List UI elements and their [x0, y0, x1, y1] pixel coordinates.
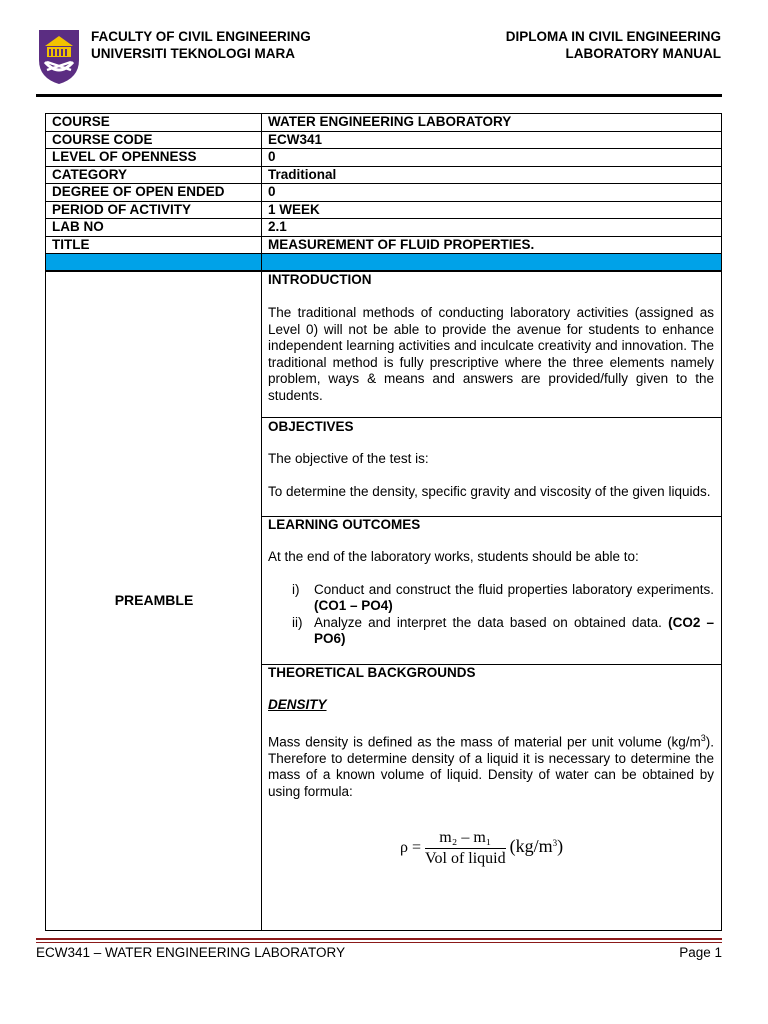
objectives-heading: OBJECTIVES — [268, 419, 354, 434]
theory-heading: THEORETICAL BACKGROUNDS — [268, 665, 476, 680]
row-value: 1 WEEK — [262, 201, 722, 219]
table-row — [46, 166, 722, 184]
header-left — [91, 28, 311, 62]
row-key: TITLE — [46, 236, 262, 254]
header-rule — [36, 94, 722, 97]
table-row — [46, 184, 722, 202]
table-row — [46, 236, 722, 254]
row-key: COURSE — [46, 114, 262, 132]
learning-outcomes-section — [262, 517, 721, 665]
learning-outcomes-heading: LEARNING OUTCOMES — [268, 517, 421, 532]
row-key: COURSE CODE — [46, 131, 262, 149]
table-row — [46, 149, 722, 167]
uitm-logo — [37, 26, 81, 86]
objectives-line1: The objective of the test is: — [268, 451, 429, 466]
formula-fraction: $\frac{\text{m₂ – m₁}}{\text{Vol of liquid}}$ — [425, 829, 506, 867]
introduction-text: The traditional methods of conducting laboratory activities (assigned as Level 0) will not be able to provide the avenue for students to enhance independent learning activities and inculcate creativity and innovation. The traditional method is fully prescriptive where the three elements namely problem, ways & means and answers are provided/fully given to the students. — [268, 305, 714, 403]
blue-separator-row — [46, 254, 722, 272]
manual-name: LABORATORY MANUAL — [565, 46, 721, 61]
table-row — [46, 219, 722, 237]
footer-rule-thin — [36, 942, 722, 943]
row-key: PERIOD OF ACTIVITY — [46, 201, 262, 219]
row-value: 0 — [262, 149, 722, 167]
row-value: WATER ENGINEERING LABORATORY — [262, 114, 722, 132]
row-value: 2.1 — [262, 219, 722, 237]
row-value: Traditional — [262, 166, 722, 184]
row-value: 0 — [262, 184, 722, 202]
row-key: CATEGORY — [46, 166, 262, 184]
list-item: ii) Analyze and interpret the data based on obtained data. (CO2 – PO6) — [292, 614, 714, 646]
preamble-label: PREAMBLE — [114, 592, 194, 608]
introduction-section — [262, 271, 721, 418]
footer-rule — [36, 938, 722, 940]
page-number: Page 1 — [679, 945, 722, 960]
objectives-section — [262, 418, 721, 517]
row-key: LEVEL OF OPENNESS — [46, 149, 262, 167]
row-key: DEGREE OF OPEN ENDED — [46, 184, 262, 202]
learning-outcomes-intro: At the end of the laboratory works, students should be able to: — [268, 549, 639, 564]
learning-outcomes-list — [268, 582, 714, 648]
header-right — [506, 28, 721, 62]
row-value: MEASUREMENT OF FLUID PROPERTIES. — [262, 236, 722, 254]
density-text: Mass density is defined as the mass of material per unit volume $(kg/m^3)$. Therefore to determine density of a liquid it is necessary to determine the mass of a known volume of liquid. Density of water can be obtained by using formula: — [268, 732, 714, 799]
university-name: UNIVERSITI TEKNOLOGI MARA — [91, 46, 296, 61]
density-subheading: DENSITY — [268, 697, 327, 712]
theory-section — [262, 665, 721, 932]
table-row — [46, 114, 722, 132]
faculty-name: FACULTY OF CIVIL ENGINEERING — [91, 29, 311, 44]
density-formula: ρ = $\frac{\text{m₂ – m₁}}{\text{Vol of liquid}}$ $(kg/m^3)$ — [400, 829, 564, 867]
preamble-label-column — [46, 271, 262, 930]
introduction-heading: INTRODUCTION — [268, 272, 372, 287]
objectives-line2: To determine the density, specific gravity and viscosity of the given liquids. — [268, 483, 711, 499]
course-info-table — [45, 113, 722, 272]
list-item: i) Conduct and construct the fluid properties laboratory experiments. (CO1 – PO4) — [292, 581, 714, 613]
row-key: LAB NO — [46, 219, 262, 237]
table-row — [46, 201, 722, 219]
row-value: ECW341 — [262, 131, 722, 149]
table-row — [46, 131, 722, 149]
diploma-name: DIPLOMA IN CIVIL ENGINEERING — [505, 29, 721, 44]
footer-course: ECW341 – WATER ENGINEERING LABORATORY — [36, 945, 346, 960]
preamble-box — [45, 270, 722, 931]
